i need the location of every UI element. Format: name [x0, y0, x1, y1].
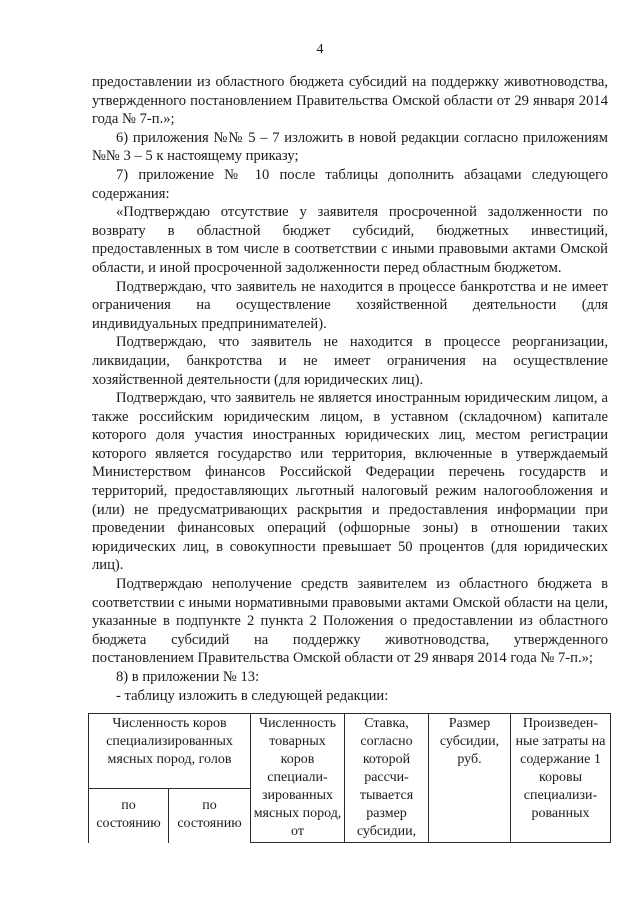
paragraph-table-intro: - таблицу изложить в следующей редакции:	[116, 687, 389, 704]
paragraph-item-6: 6) приложения №№ 5 – 7 изложить в новой редакции согласно приложениям №№ 3 – 5 к настоящему приказу;	[92, 129, 608, 165]
paragraph-confirm-no-funds: Подтверждаю неполучение средств заявителем из областного бюджета в соответствии с иными нормативными правовыми актами Омской области на цели, указанные в подпункте 2 пункта 2 Положения о предоставлении из областного бюджета субсидий на поддержку животноводства, утвержденного постановлением Правительства Омской области от 29 января 2014 года № 7-п.»;	[92, 576, 608, 667]
paragraph-continuation: предоставлении из областного бюджета субсидий на поддержку животноводства, утвержденного постановлением Правительства Омской области от 29 января 2014 года № 7-п.»;	[92, 74, 608, 128]
page-number: 4	[316, 42, 324, 57]
header-costs: Произведен-ные затраты на содержание 1 коровы специализи-рованных	[511, 714, 611, 843]
header-subsidy-amount: Размер субсидии, руб.	[429, 714, 511, 843]
paragraph-item-8: 8) в приложении № 13:	[116, 669, 260, 685]
paragraph-confirm-no-debt: «Подтверждаю отсутствие у заявителя просроченной задолженности по возврату в областной бюджет субсидий, бюджетных инвестиций, предоставленных в том числе в соответствии с иными правовыми актами Омской области, и иной просроченной задолженности перед областным бюджетом.	[92, 204, 608, 276]
header-as-of-1: по состоянию	[89, 789, 169, 843]
paragraph-confirm-not-foreign: Подтверждаю, что заявитель не является иностранным юридическим лицом, а также российским юридическим лицом, в уставном (складочном) капитале которого доля участия иностранных юридических лиц, местом регистрации которого является государство или территория, включенные в утверждаемый Министерством финансов Российской Федерации перечень государств и территорий, предоставляющих льготный налоговый режим налогообложения и (или) не предусматривающих раскрытия и предоставления информации при проведении финансовых операций (офшорные зоны) в отношении таких юридических лиц, в совокупности превышает 50 процентов (для юридических лиц).	[92, 390, 608, 574]
paragraph-confirm-no-bankruptcy-ip: Подтверждаю, что заявитель не находится в процессе банкротства и не имеет ограничения на осуществление хозяйственной деятельности (для индивидуальных предпринимателей).	[92, 278, 608, 332]
subsidy-table	[88, 713, 610, 843]
document-body	[92, 73, 608, 705]
header-as-of-2: по состоянию	[169, 789, 251, 843]
header-commercial-cows: Численность товарных коров специали-зированных мясных пород, от	[251, 714, 345, 843]
paragraph-confirm-no-reorganization: Подтверждаю, что заявитель не находится в процессе реорганизации, ликвидации, банкротства и не имеет ограничения на осуществление хозяйственной деятельности (для юридических лиц).	[92, 334, 608, 388]
header-cow-count: Численность коров специализированных мясных пород, голов	[89, 714, 251, 789]
paragraph-item-7: 7) приложение № 10 после таблицы дополнить абзацами следующего содержания:	[92, 166, 608, 202]
header-rate: Ставка, согласно которой рассчи-тывается размер субсидии,	[345, 714, 429, 843]
